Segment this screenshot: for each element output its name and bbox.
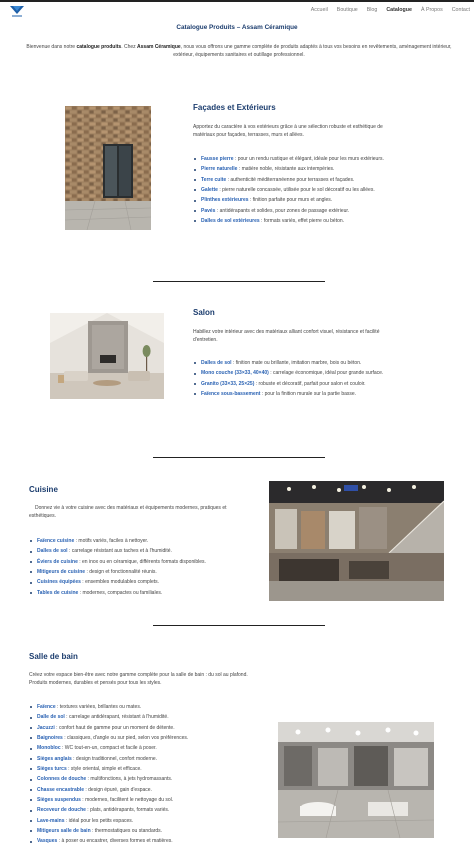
feature-list-salon (193, 360, 393, 401)
list-item: Colonnes de douche : multifonctions, à jets hydromassants. (29, 776, 264, 784)
section-desc-cuisine: Donnez vie à votre cuisine avec des matériaux et équipements modernes, pratiques et esthétiques. (29, 505, 227, 519)
list-item: Receveur de douche : plats, antidérapants, formats variés. (29, 807, 264, 815)
list-item: Vasques : à poser ou encastrer, diverses formes et matières. (29, 838, 264, 846)
list-item: Pierre naturelle : matière noble, résistante aux intempéries. (193, 166, 393, 174)
section-divider (153, 281, 325, 282)
cuisine-showroom-image (269, 481, 444, 601)
list-item: Faïence : textures variées, brillantes ou mates. (29, 704, 264, 712)
list-item: Pavés : antidérapants et solides, pour zones de passage extérieur. (193, 208, 393, 216)
list-item: Dalles de sol : finition mate ou brillante, imitation marbre, bois ou béton. (193, 360, 393, 368)
list-item: Tables de cuisine : modernes, compactes ou familiales. (29, 590, 264, 598)
list-item: Sièges suspendus : modernes, facilitent le nettoyage du sol. (29, 797, 264, 805)
list-item: Mono couche (33×33, 40×40) : carrelage économique, idéal pour grande surface. (193, 370, 393, 378)
assam-logo[interactable] (9, 4, 25, 18)
list-item: Fausse pierre : pour un rendu rustique et élégant, idéale pour les murs extérieurs. (193, 156, 393, 164)
list-item: Baignoires : classiques, d'angle ou sur pied, selon vos préférences. (29, 735, 264, 743)
list-item: Dalles de sol : carrelage résistant aux taches et à l'humidité. (29, 548, 264, 556)
nav-a-propos[interactable]: À Propos (420, 7, 443, 13)
intro-paragraph: Bienvenue dans notre catalogue produits. Chez Assam Céramique, nous vous offrons une gamme complète de produits adaptés à tous vos besoins en revêtements, aménagement intérieur, extérieur, équipements sanitaires et outillage professionnel. (26, 44, 452, 58)
feature-list-bain (29, 704, 264, 846)
list-item: Sièges anglais : design traditionnel, confort moderne. (29, 756, 264, 764)
list-item: Chasse encastrable : design épuré, gain d'espace. (29, 787, 264, 795)
list-item: Mitigeurs de cuisine : design et fonctionnalité réunis. (29, 569, 264, 577)
section-title-salon: Salon (193, 308, 215, 317)
page-title: Catalogue Produits – Assam Céramique (176, 24, 298, 31)
list-item: Lave-mains : idéal pour les petits espaces. (29, 818, 264, 826)
list-item: Dalle de sol : carrelage antidérapant, résistant à l'humidité. (29, 714, 264, 722)
list-item: Cuisines équipées : ensembles modulables complets. (29, 579, 264, 587)
section-desc-bain: Créez votre espace bien-être avec notre gamme complète pour la salle de bain : du sol au plafond. Produits modernes, durables et pensés pour tous les styles. (29, 672, 248, 686)
section-divider (153, 457, 325, 458)
section-title-bain: Salle de bain (29, 652, 78, 661)
nav-contact[interactable]: Contact (451, 7, 470, 13)
section-divider (153, 625, 325, 626)
nav-accueil[interactable]: Accueil (310, 7, 328, 13)
list-item: Plinthes extérieures : finition parfaite pour murs et angles. (193, 197, 393, 205)
feature-list-facades (193, 156, 393, 228)
list-item: Galette : pierre naturelle concassée, utilisée pour le sol décoratif ou les allées. (193, 187, 393, 195)
main-nav (311, 6, 470, 14)
nav-blog[interactable]: Blog (366, 7, 378, 13)
list-item: Granito (33×33, 25×25) : robuste et décoratif, parfait pour salon et couloir. (193, 381, 393, 389)
list-item: Monobloc : WC tout-en-un, compact et facile à poser. (29, 745, 264, 753)
list-item: Faïence cuisine : motifs variés, faciles à nettoyer. (29, 538, 264, 546)
facade-stone-wall-image (65, 106, 151, 230)
salon-living-room-image (50, 313, 164, 399)
list-item: Jacuzzi : confort haut de gamme pour un moment de détente. (29, 725, 264, 733)
bain-showroom-image (278, 722, 434, 838)
list-item: Dalles de sol extérieures : formats variés, effet pierre ou béton. (193, 218, 393, 226)
section-desc-facades: Apportez du caractère à vos extérieurs grâce à une sélection robuste et esthétique de matériaux pour façades, terrasses, murs et allées. (193, 124, 383, 138)
list-item: Faïence sous-bassement : pour la finition murale sur la partie basse. (193, 391, 393, 399)
nav-boutique[interactable]: Boutique (336, 7, 358, 13)
list-item: Mitigeurs salle de bain : thermostatiques ou standards. (29, 828, 264, 836)
top-border (0, 0, 474, 2)
feature-list-cuisine (29, 538, 264, 600)
section-desc-salon: Habillez votre intérieur avec des matériaux alliant confort visuel, résistance et facilité d'entretien. (193, 329, 380, 343)
list-item: Terre cuite : authenticité méditerranéenne pour terrasses et façades. (193, 177, 393, 185)
list-item: Sièges turcs : style oriental, simple et efficace. (29, 766, 264, 774)
nav-catalogue[interactable]: Catalogue (386, 7, 412, 13)
list-item: Éviers de cuisine : en inox ou en céramique, différents formats disponibles. (29, 559, 264, 567)
section-title-cuisine: Cuisine (29, 485, 58, 494)
section-title-facades: Façades et Extérieurs (193, 103, 276, 112)
